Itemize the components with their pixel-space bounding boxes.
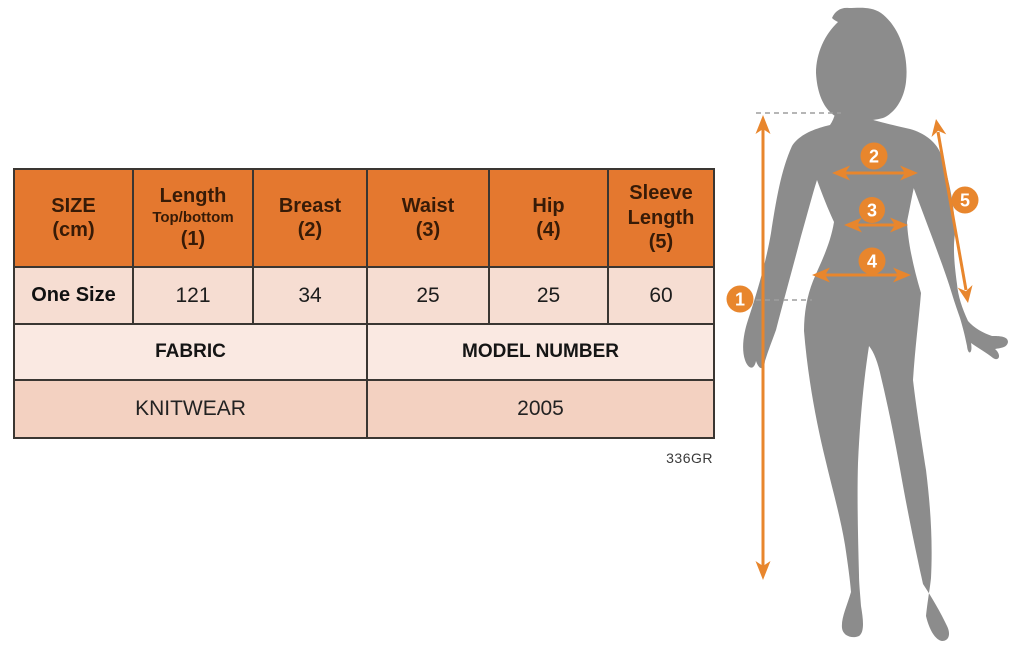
style-code-label: 336GR — [666, 450, 713, 466]
header-text: Length — [159, 185, 227, 208]
info-label-row — [14, 324, 714, 380]
header-text: Waist — [401, 194, 455, 217]
marker-1-number: 1 — [734, 289, 746, 310]
marker-4-number: 4 — [866, 251, 878, 272]
one-size-row — [14, 267, 714, 324]
marker-3-badge — [859, 197, 885, 223]
sleeve-value-cell: 60 — [608, 267, 714, 324]
measurement-figure — [700, 0, 1024, 647]
header-text: (cm) — [52, 219, 95, 241]
header-cell-hip — [489, 169, 608, 267]
size-label-cell: One Size — [14, 267, 133, 324]
female-silhouette-head — [816, 8, 907, 121]
header-text: (5) — [648, 231, 674, 254]
header-cell-sleeve-length — [608, 169, 714, 267]
header-text: (2) — [297, 219, 323, 241]
header-text: (1) — [180, 228, 206, 251]
marker-4-badge — [859, 248, 886, 275]
fabric-label-cell: FABRIC — [14, 324, 367, 380]
header-text: Sleeve — [629, 182, 693, 205]
female-silhouette — [743, 95, 1008, 641]
breast-value-cell: 34 — [253, 267, 367, 324]
marker-1-badge — [727, 286, 754, 313]
marker-3-number: 3 — [866, 200, 878, 221]
info-value-row — [14, 380, 714, 438]
header-cell-breast — [253, 169, 367, 267]
waist-value-cell: 25 — [367, 267, 489, 324]
header-cell-length — [133, 169, 253, 267]
header-cell-size — [14, 169, 133, 267]
model-number-label-cell: MODEL NUMBER — [367, 324, 714, 380]
fabric-value-cell: KNITWEAR — [14, 380, 367, 438]
header-text: Length — [627, 206, 695, 229]
header-text: (4) — [536, 219, 561, 241]
marker-2-badge — [861, 143, 888, 170]
header-text: Breast — [278, 194, 342, 217]
header-row — [14, 169, 714, 267]
model-number-value-cell: 2005 — [367, 380, 714, 438]
marker-5-badge — [952, 187, 979, 214]
header-cell-waist — [367, 169, 489, 267]
marker-2-number: 2 — [868, 146, 880, 167]
header-text: SIZE — [51, 194, 96, 217]
marker-5-number: 5 — [959, 190, 971, 211]
header-text: (3) — [415, 219, 441, 241]
size-chart-table — [13, 168, 715, 439]
header-text: Top/bottom — [152, 208, 234, 226]
length-value-cell: 121 — [133, 267, 253, 324]
hip-value-cell: 25 — [489, 267, 608, 324]
header-text: Hip — [532, 194, 565, 217]
